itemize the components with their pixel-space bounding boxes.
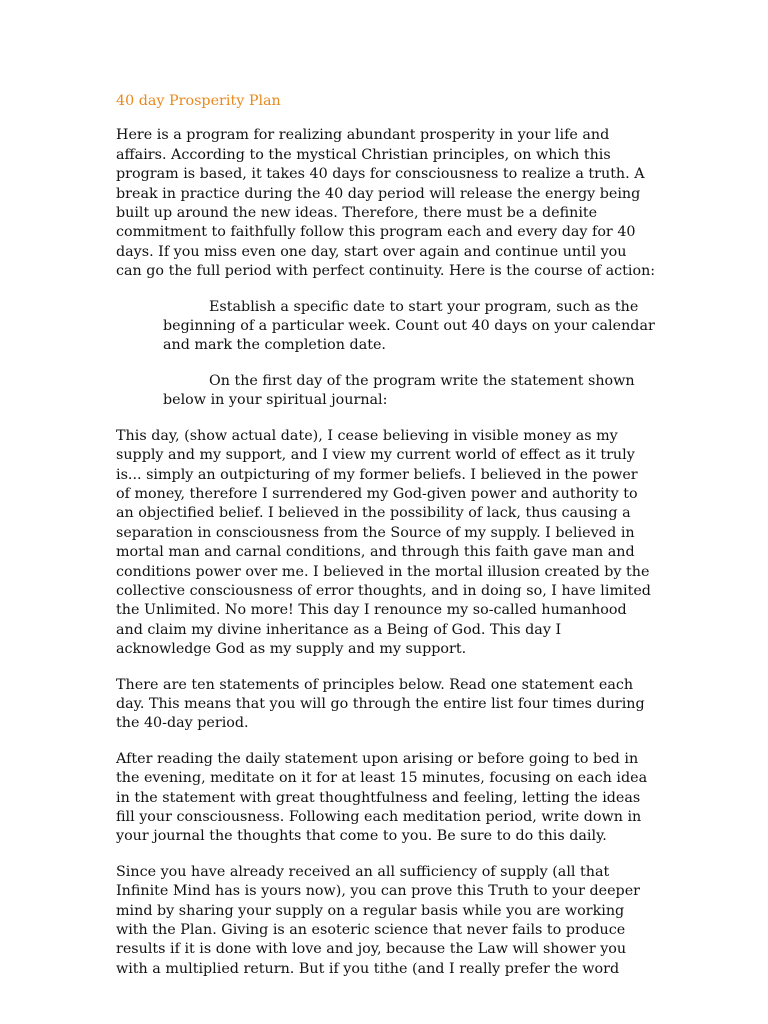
meditation-paragraph: After reading the daily statement upon arising or before going to bed in the evening, meditate on it for at least 15 minutes, focusing on each idea in the statement with great thoughtfulness and feeling, letting the ideas fill your consciousness. Following each meditation period, write down in your journal the thoughts that come to you. Be sure to do this daily. [116,750,648,845]
step-start-date-paragraph: Establish a specific date to start your program, such as the beginning of a particular week. Count out 40 days on your calendar and mark the completion date. [163,298,655,354]
ten-statements-paragraph: There are ten statements of principles below. Read one statement each day. This means that you will go through the entire list four times during the 40-day period. [116,676,645,732]
step-write-statement-paragraph: On the first day of the program write the statement shown below in your spiritual journal: [163,372,635,409]
supply-giving-paragraph: Since you have already received an all sufficiency of supply (all that Infinite Mind has is yours now), you can prove this Truth to your deeper mind by sharing your supply on a regular basis while you are working with the Plan. Giving is an esoteric science that never fails to produce results if it is done with love and joy, because the Law will shower you with a multiplied return. But if you tithe (and I really prefer the word [116,863,641,977]
document-body [116,92,656,995]
affirmation-statement-paragraph: This day, (show actual date), I cease believing in visible money as my supply and my support, and I view my current world of effect as it truly is... simply an outpicturing of my former beliefs. I believed in the power of money, therefore I surrendered my God-given power and authority to an objectified belief. I believed in the possibility of lack, thus causing a separation in consciousness from the Source of my supply. I believed in mortal man and carnal conditions, and through this faith gave man and conditions power over me. I believed in the mortal illusion created by the collective consciousness of error thoughts, and in doing so, I have limited the Unlimited. No more! This day I renounce my so-called humanhood and claim my divine inheritance as a Being of God. This day I acknowledge God as my supply and my support. [116,427,651,658]
intro-paragraph: Here is a program for realizing abundant prosperity in your life and affairs. According to the mystical Christian principles, on which this program is based, it takes 40 days for consciousness to realize a truth. A break in practice during the 40 day period will release the energy being built up around the new ideas. Therefore, there must be a definite commitment to faithfully follow this program each and every day for 40 days. If you miss even one day, start over again and continue until you can go the full period with perfect continuity. Here is the course of action: [116,127,656,280]
document-title: 40 day Prosperity Plan [116,93,281,109]
